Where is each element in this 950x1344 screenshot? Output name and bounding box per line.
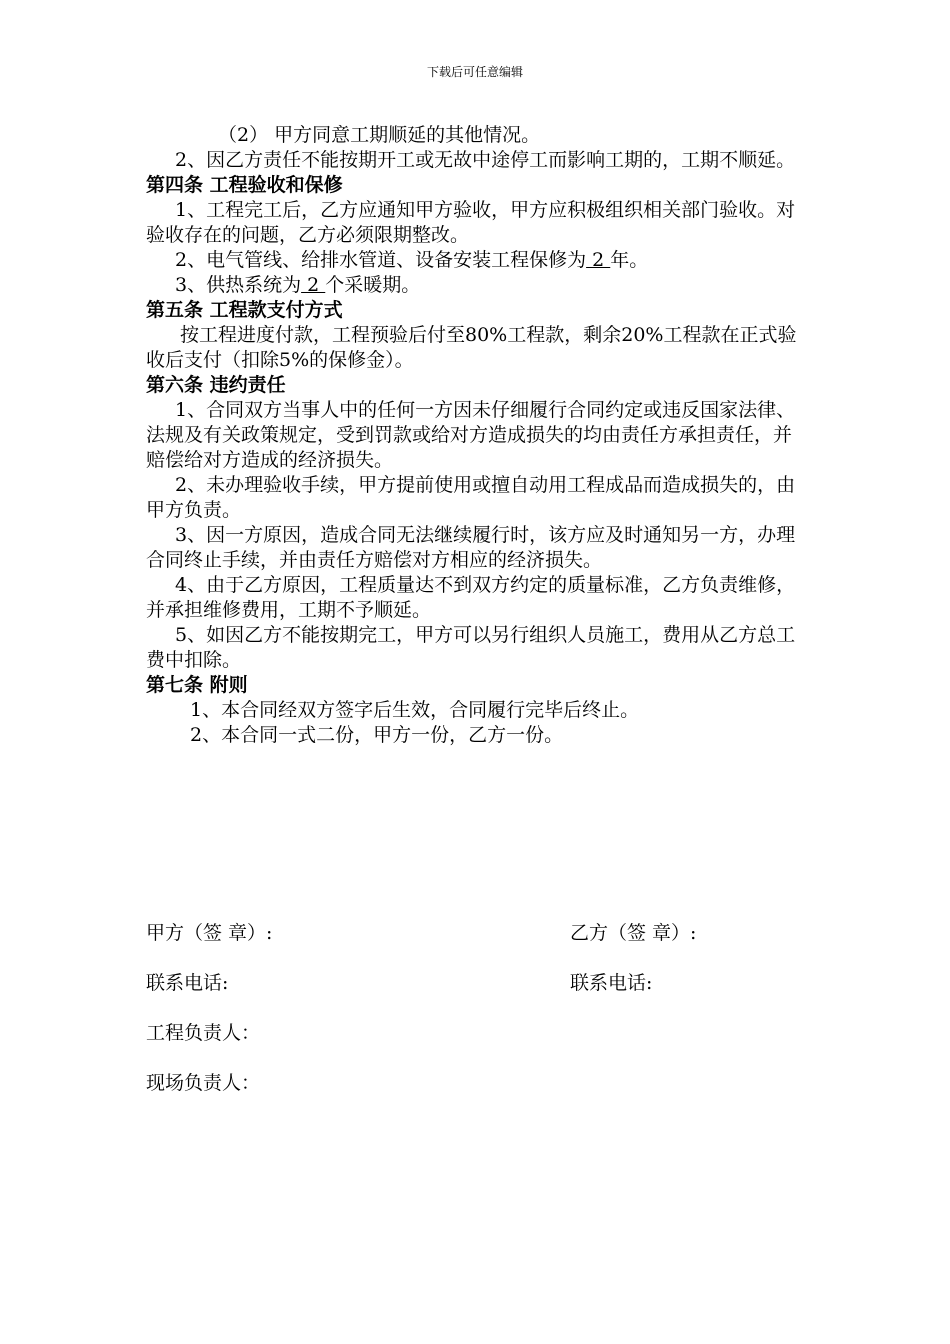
clause-text: 2、本合同一式二份，甲方一份，乙方一份。 bbox=[190, 724, 564, 746]
party-a-signature-label: 甲方（签 章）: bbox=[146, 922, 273, 944]
clause-text: 1、合同双方当事人中的任何一方因未仔细履行合同约定或违反国家法律、法规及有关政策规定，受到罚款或给对方造成损失的均由责任方承担责任，并赔偿给对方造成的经济损失。 bbox=[146, 399, 796, 471]
heating-periods-value: 2 bbox=[301, 274, 326, 296]
clause-text bbox=[146, 273, 808, 298]
project-lead-label: 工程负责人： bbox=[146, 1022, 261, 1044]
contract-body bbox=[146, 123, 808, 748]
clause-text-post: 年。 bbox=[610, 249, 649, 271]
party-b-signature-label: 乙方（签 章）: bbox=[570, 922, 697, 944]
clause-text: 5、如因乙方不能按期完工，甲方可以另行组织人员施工，费用从乙方总工费中扣除。 bbox=[146, 624, 796, 671]
article-heading: 第七条 附则 bbox=[146, 674, 248, 696]
party-b-phone-label: 联系电话: bbox=[570, 972, 653, 994]
clause-text: 2、未办理验收手续，甲方提前使用或擅自动用工程成品而造成损失的，由甲方负责。 bbox=[146, 474, 796, 521]
clause-text: （2） 甲方同意工期顺延的其他情况。 bbox=[218, 124, 541, 146]
clause-text: 2、因乙方责任不能按期开工或无故中途停工而影响工期的，工期不顺延。 bbox=[175, 149, 796, 171]
clause-text: 1、工程完工后，乙方应通知甲方验收，甲方应积极组织相关部门验收。对验收存在的问题，乙方必须限期整改。 bbox=[146, 199, 796, 246]
clause-text-pre: 3、供热系统为 bbox=[175, 274, 302, 296]
clause-text: 1、本合同经双方签字后生效，合同履行完毕后终止。 bbox=[190, 699, 640, 721]
article-heading: 第六条 违约责任 bbox=[146, 374, 286, 396]
clause-text-pre: 2、电气管线、给排水管道、设备安装工程保修为 bbox=[175, 249, 587, 271]
party-a-phone-label: 联系电话: bbox=[146, 972, 229, 994]
clause-text: 按工程进度付款，工程预验后付至80%工程款，剩余20%工程款在正式验收后支付（扣除5%的保修金）。 bbox=[146, 324, 797, 371]
clause-text bbox=[146, 248, 808, 273]
page-header-note: 下载后可任意编辑 bbox=[426, 65, 523, 79]
clause-text: 4、由于乙方原因，工程质量达不到双方约定的质量标准，乙方负责维修，并承担维修费用，工期不予顺延。 bbox=[146, 574, 796, 621]
clause-text: 3、因一方原因，造成合同无法继续履行时，该方应及时通知另一方，办理合同终止手续，并由责任方赔偿对方相应的经济损失。 bbox=[146, 524, 796, 571]
article-heading: 第五条 工程款支付方式 bbox=[146, 299, 343, 321]
clause-text-post: 个采暖期。 bbox=[325, 274, 421, 296]
article-heading: 第四条 工程验收和保修 bbox=[146, 174, 343, 196]
site-lead-label: 现场负责人： bbox=[146, 1072, 261, 1094]
warranty-years-value: 2 bbox=[586, 249, 611, 271]
